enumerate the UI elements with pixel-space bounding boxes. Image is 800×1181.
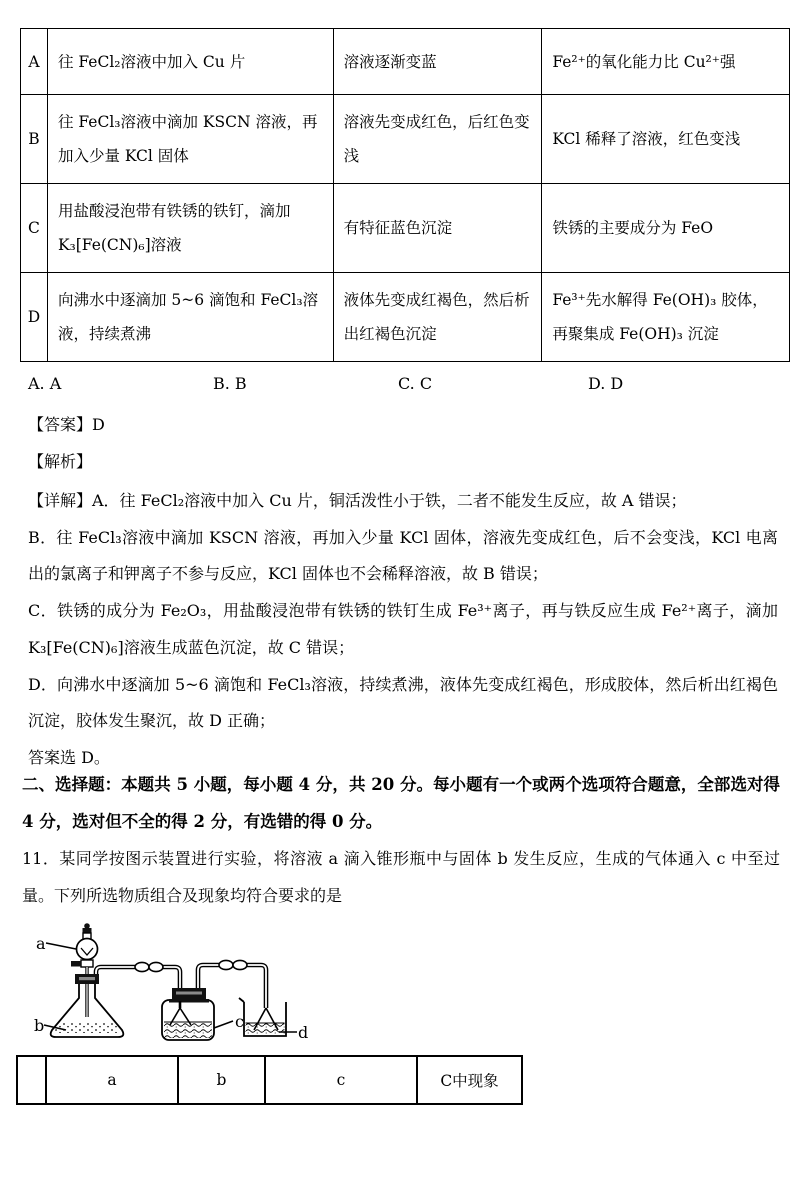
label-c-pointer <box>214 1021 233 1028</box>
option-a: A. A <box>28 374 62 393</box>
row-label: A <box>21 29 48 95</box>
table-row <box>21 184 790 273</box>
row-label: B <box>21 95 48 184</box>
explanation-paragraph-b: B．往 FeCl₃溶液中滴加 KSCN 溶液，再加入少量 KCl 固体，溶液先变成红色，后不会变浅，KCl 电离出的氯离子和钾离子不参与反应，KCl 固体也不会稀释溶液，故 B 错误； <box>28 527 778 584</box>
label-a: a <box>36 934 46 953</box>
label-c: c <box>235 1012 244 1031</box>
conclusion-cell: Fe²⁺的氧化能力比 Cu²⁺强 <box>542 29 790 95</box>
header-c: c <box>265 1056 417 1104</box>
conclusion-cell: KCl 稀释了溶液，红色变浅 <box>542 95 790 184</box>
conclusion-cell: 铁锈的主要成分为 FeO <box>542 184 790 273</box>
option-d: D. D <box>588 374 624 393</box>
option-b: B. B <box>213 374 247 393</box>
answer-line: 【答案】D <box>28 415 105 434</box>
tube-joint-icon <box>233 960 247 969</box>
explanation-paragraph-c: C．铁锈的成分为 Fe₂O₃，用盐酸浸泡带有铁锈的铁钉生成 Fe³⁺离子，再与铁反应生成 Fe²⁺离子，滴加 K₃[Fe(CN)₆]溶液生成蓝色沉淀，故 C 错误； <box>28 601 778 657</box>
analysis-line: 【解析】 <box>28 452 93 471</box>
operation-cell: 往 FeCl₂溶液中加入 Cu 片 <box>47 29 333 95</box>
phenomenon-cell: 液体先变成红褐色，然后析出红褐色沉淀 <box>333 273 542 362</box>
explanation-conclusion: 答案选 D。 <box>28 747 110 767</box>
header-empty <box>17 1056 46 1104</box>
operation-cell: 用盐酸浸泡带有铁锈的铁钉，滴加 K₃[Fe(CN)₆]溶液 <box>47 184 333 273</box>
gas-washing-bottle-icon <box>162 988 214 1040</box>
section-header: 二、选择题：本题共 5 小题，每小题 4 分，共 20 分。每小题有一个或两个选项符合题意，全部选对得 4 分，选对但不全的得 2 分，有选错的得 0 分。 <box>22 775 780 831</box>
comparison-table <box>20 28 790 362</box>
apparatus-diagram <box>30 920 316 1052</box>
tube-joint-icon <box>149 962 163 971</box>
label-a-pointer <box>46 943 76 949</box>
header-b: b <box>178 1056 265 1104</box>
question-11-text: 11．某同学按图示装置进行实验，将溶液 a 滴入锥形瓶中与固体 b 发生反应，生成的气体通入 c 中至过量。下列所选物质组合及现象均符合要求的是 <box>22 849 780 905</box>
beaker-icon <box>239 998 286 1036</box>
label-d: d <box>298 1023 309 1042</box>
row-label: D <box>21 273 48 362</box>
conical-flask-icon <box>51 974 124 1037</box>
tube-joint-icon <box>135 962 149 971</box>
table-row <box>21 95 790 184</box>
solid-b <box>54 1023 120 1033</box>
row-label: C <box>21 184 48 273</box>
delivery-tube-1 <box>96 962 180 992</box>
label-b: b <box>34 1016 45 1035</box>
conclusion-cell: Fe³⁺先水解得 Fe(OH)₃ 胶体，再聚集成 Fe(OH)₃ 沉淀 <box>542 273 790 362</box>
operation-cell: 往 FeCl₃溶液中滴加 KSCN 溶液，再加入少量 KCl 固体 <box>47 95 333 184</box>
options-row <box>0 374 800 400</box>
answer-choice-table <box>16 1055 523 1105</box>
explanation-paragraph-a: 【详解】A．往 FeCl₂溶液中加入 Cu 片，铜活泼性小于铁，二者不能发生反应，故 A 错误； <box>28 491 687 510</box>
header-a: a <box>46 1056 178 1104</box>
phenomenon-cell: 溶液逐渐变蓝 <box>333 29 542 95</box>
phenomenon-cell: 溶液先变成红色，后红色变浅 <box>333 95 542 184</box>
tube-joint-icon <box>219 960 233 969</box>
operation-cell: 向沸水中逐滴加 5~6 滴饱和 FeCl₃溶液，持续煮沸 <box>47 273 333 362</box>
explanation-block <box>28 483 778 777</box>
header-c-phenomenon: C中现象 <box>417 1056 522 1104</box>
table-row <box>21 273 790 362</box>
explanation-paragraph-d: D．向沸水中逐滴加 5~6 滴饱和 FeCl₃溶液，持续煮沸，液体先变成红褐色，形成胶体，然后析出红褐色沉淀，胶体发生聚沉，故 D 正确； <box>28 674 778 731</box>
phenomenon-cell: 有特征蓝色沉淀 <box>333 184 542 273</box>
table-header-row <box>17 1056 522 1104</box>
option-c: C. C <box>398 374 433 393</box>
table-row <box>21 29 790 95</box>
